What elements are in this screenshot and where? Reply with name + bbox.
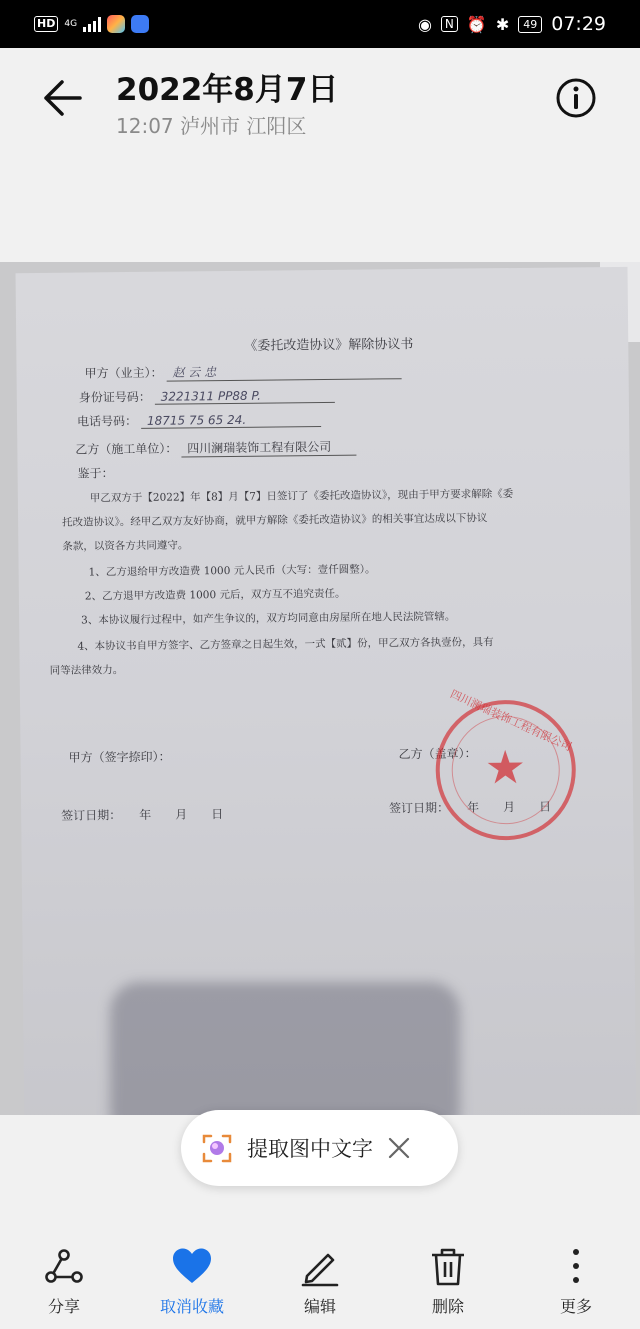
seal-star-icon: ★ xyxy=(484,739,527,795)
back-arrow-icon xyxy=(40,78,86,118)
back-button[interactable] xyxy=(40,78,86,118)
document-title: 《委托改造协议》解除协议书 xyxy=(244,337,414,354)
more-label: 更多 xyxy=(559,1297,592,1316)
hd-badge: HD xyxy=(34,16,58,32)
clause-4-line-2: 同等法律效力。 xyxy=(49,664,124,677)
edit-label: 编辑 xyxy=(303,1297,336,1316)
phone-shadow xyxy=(110,982,460,1115)
company-seal xyxy=(435,687,576,840)
share-button[interactable] xyxy=(0,1230,128,1329)
id-line xyxy=(79,386,335,406)
phone-line xyxy=(77,410,321,430)
whereas-label: 鉴于： xyxy=(77,466,114,481)
network-type: 4G xyxy=(64,18,78,29)
share-icon xyxy=(43,1246,85,1288)
phone-value: 18715 75 65 24. xyxy=(141,412,321,429)
photo-viewer[interactable] xyxy=(0,262,640,1115)
info-button[interactable] xyxy=(554,76,598,120)
delete-label: 删除 xyxy=(431,1297,464,1316)
clause-3: 3、本协议履行过程中，如产生争议的，双方均同意由房屋所在地人民法院管辖。 xyxy=(81,610,456,627)
text-recognition-icon xyxy=(201,1132,233,1164)
bottom-toolbar xyxy=(0,1230,640,1329)
eye-comfort-icon: ◉ xyxy=(417,14,432,34)
id-value: 3221311 PP88 P. xyxy=(155,388,335,405)
party-a-value: 赵 云 忠 xyxy=(166,361,401,381)
photo-time-location: 12:07 泸州市 江阳区 xyxy=(116,114,307,138)
trash-icon xyxy=(427,1246,469,1288)
paragraph-1-line-1: 甲乙双方于【2022】年【8】月【7】日签订了《委托改造协议》，现由于甲方要求解除《委 xyxy=(89,488,514,505)
unfavorite-button[interactable] xyxy=(128,1230,256,1329)
close-icon[interactable] xyxy=(387,1136,411,1160)
party-a-line xyxy=(84,361,401,382)
seal-text: 四川澜瑞装饰工程有限公司 xyxy=(448,687,574,754)
edit-icon xyxy=(299,1246,341,1288)
phone-label: 电话号码： xyxy=(76,413,138,429)
party-b-line xyxy=(75,438,356,459)
paragraph-1-line-2: 托改造协议》。经甲乙双方友好协商，就甲方解除《委托改造协议》的相关事宜达成以下协议 xyxy=(62,512,488,529)
status-bar xyxy=(0,0,640,48)
share-label: 分享 xyxy=(47,1297,80,1316)
party-b-label: 乙方（施工单位）： xyxy=(75,441,178,457)
party-b-value: 四川澜瑞装饰工程有限公司 xyxy=(181,438,356,458)
paragraph-1-line-3: 条款，以资各方共同遵守。 xyxy=(62,539,189,553)
clock: 07:29 xyxy=(551,13,606,35)
more-button[interactable] xyxy=(512,1230,640,1329)
unfavorite-label: 取消收藏 xyxy=(159,1297,224,1316)
signal-icon xyxy=(83,16,101,32)
delete-button[interactable] xyxy=(384,1230,512,1329)
signature-party-b: 乙方（盖章）： xyxy=(398,746,477,762)
heart-icon xyxy=(171,1246,213,1288)
clause-4-line-1: 4、本协议书自甲方签字、乙方签章之日起生效，一式【贰】份，甲乙双方各执壹份，具有 xyxy=(77,636,494,653)
edit-button[interactable] xyxy=(256,1230,384,1329)
extract-text-pill[interactable] xyxy=(181,1110,458,1186)
party-a-label: 甲方（业主）： xyxy=(84,365,163,381)
music-app-icon xyxy=(131,15,149,33)
photo-header xyxy=(0,48,640,262)
sign-date-b: 签订日期： 年 月 日 xyxy=(389,799,552,816)
id-label: 身份证号码： xyxy=(78,389,151,405)
app-notification-icon xyxy=(107,15,125,33)
more-icon xyxy=(555,1246,597,1288)
nfc-icon: N xyxy=(441,16,458,32)
info-icon xyxy=(554,76,598,120)
signature-party-a: 甲方（签字捺印）： xyxy=(68,749,171,765)
extract-text-label: 提取图中文字 xyxy=(247,1137,373,1161)
battery-icon: 49 xyxy=(518,16,542,33)
alarm-icon: ⏰ xyxy=(466,14,487,34)
bluetooth-icon: ✱ xyxy=(495,14,510,34)
sign-date-a: 签订日期： 年 月 日 xyxy=(61,807,224,823)
clause-1: 1、乙方退给甲方改造费 1000 元人民币（大写：壹仟圆整）。 xyxy=(88,563,376,579)
photo-date-title: 2022年8月7日 xyxy=(116,72,339,108)
clause-2: 2、乙方退甲方改造费 1000 元后，双方互不追究责任。 xyxy=(84,587,346,603)
